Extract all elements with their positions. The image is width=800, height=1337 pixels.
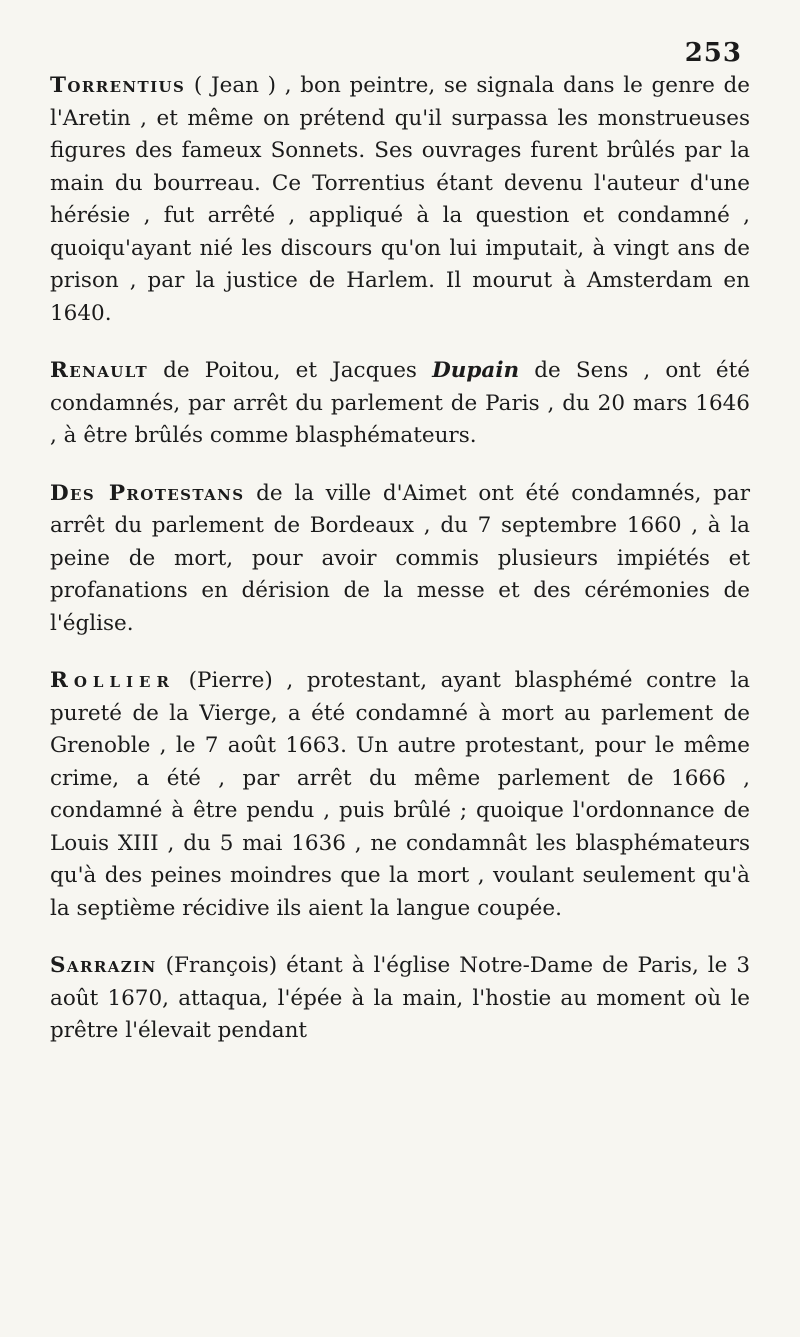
entry-rollier [50,665,750,925]
entry-text: (Pierre) , protestant, ayant blasphémé contre la pureté de la Vierge, a été condamné à mort au parlement de Grenoble , le 7 août 1663. Un autre protestant, pour le même crime, a été , par arrêt du même parlement de 1666 , condamné à être pendu , puis brûlé ; quoique l'ordonnance de Louis XIII , du 5 mai 1636 , ne condamnât les blasphémateurs qu'à des peines moindres que la mort , voulant seulement qu'à la septième récidive ils aient la langue coupée. [50,668,750,921]
entry-protestans [50,478,750,641]
entry-name: Des Protestans [50,480,245,506]
entry-torrentius [50,70,750,330]
entry-name: Rollier [50,668,175,693]
entry-name: Sarrazin [50,953,157,978]
entry-text: ( Jean ) , bon peintre, se signala dans le genre de l'Aretin , et même on prétend qu'il surpassa les monstrueuses figures des fameux Sonnets. Ses ouvrages furent brûlés par la main du bourreau. Ce Torrentius étant devenu l'auteur d'une hérésie , fut arrêté , appliqué à la question et condamné , quoiqu'ayant nié les discours qu'on lui imputait, à vingt ans de prison , par la justice de Harlem. Il mourut à Amsterdam en 1640. [50,73,750,326]
entry-renault [50,355,750,453]
entry-text: de la ville d'Aimet ont été condamnés, par arrêt du parlement de Bordeaux , du 7 septembre 1660 , à la peine de mort, pour avoir commis plusieurs impiétés et profanations en dérision de la messe et des cérémonies de l'église. [50,480,750,636]
entry-text: de Poitou, et Jacques [148,358,433,383]
entry-name: Renault [50,358,149,383]
page-number: 253 [684,38,742,68]
entry-text: (François) étant à l'église Notre-Dame de Paris, le 3 août 1670, attaqua, l'épée à la main, l'hostie au moment où le prêtre l'élevait pendant [50,953,750,1043]
entry-sarrazin [50,950,750,1048]
entry-name: Torrentius [50,73,186,98]
entry-text: de Sens , ont été condamnés, par arrêt du parlement de Paris , du 20 mars 1646 , à être brûlés comme blasphémateurs. [50,358,750,448]
entry-italic-name: Dupain [432,358,520,383]
